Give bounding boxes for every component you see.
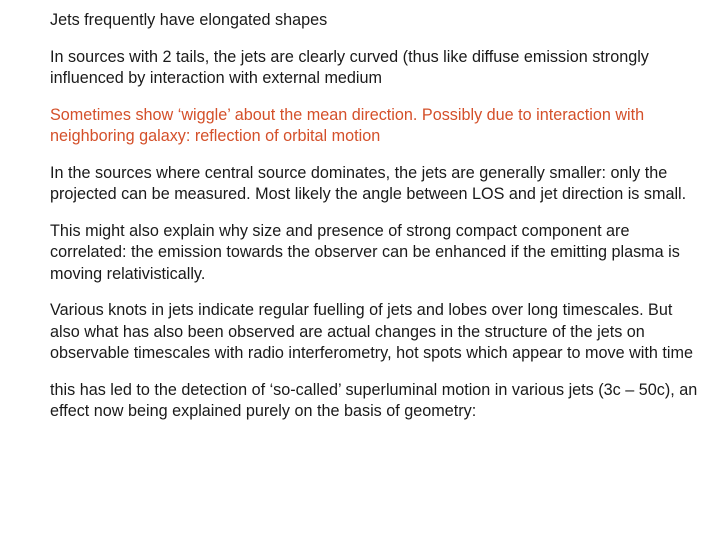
- paragraph-central-source: In the sources where central source dominates, the jets are generally smaller: only the projected can be measured. Most likely the angle between LOS and jet direction is small.: [50, 163, 687, 203]
- paragraph-superluminal: this has led to the detection of ‘so-called’ superluminal motion in various jets (3c – 50c), an effect now being explained purely on the basis of geometry:: [50, 380, 698, 420]
- paragraph-elongated-shapes: Jets frequently have elongated shapes: [50, 11, 328, 29]
- paragraph-two-tails: In sources with 2 tails, the jets are clearly curved (thus like diffuse emission strongly influenced by interaction with external medium: [50, 47, 649, 87]
- paragraph-relativistic: This might also explain why size and presence of strong compact component are correlated: the emission towards the observer can be enhanced if the emitting plasma is moving relativistically.: [50, 221, 680, 283]
- paragraph-knots: Various knots in jets indicate regular fuelling of jets and lobes over long timescales. But also what has also been observed are actual changes in the structure of the jets on observable timescales with radio interferometry, hot spots which appear to move with time: [50, 301, 693, 362]
- slide-body: [50, 10, 705, 423]
- paragraph-wiggle-highlight: Sometimes show ‘wiggle’ about the mean direction. Possibly due to interaction with neighboring galaxy: reflection of orbital motion: [50, 105, 645, 145]
